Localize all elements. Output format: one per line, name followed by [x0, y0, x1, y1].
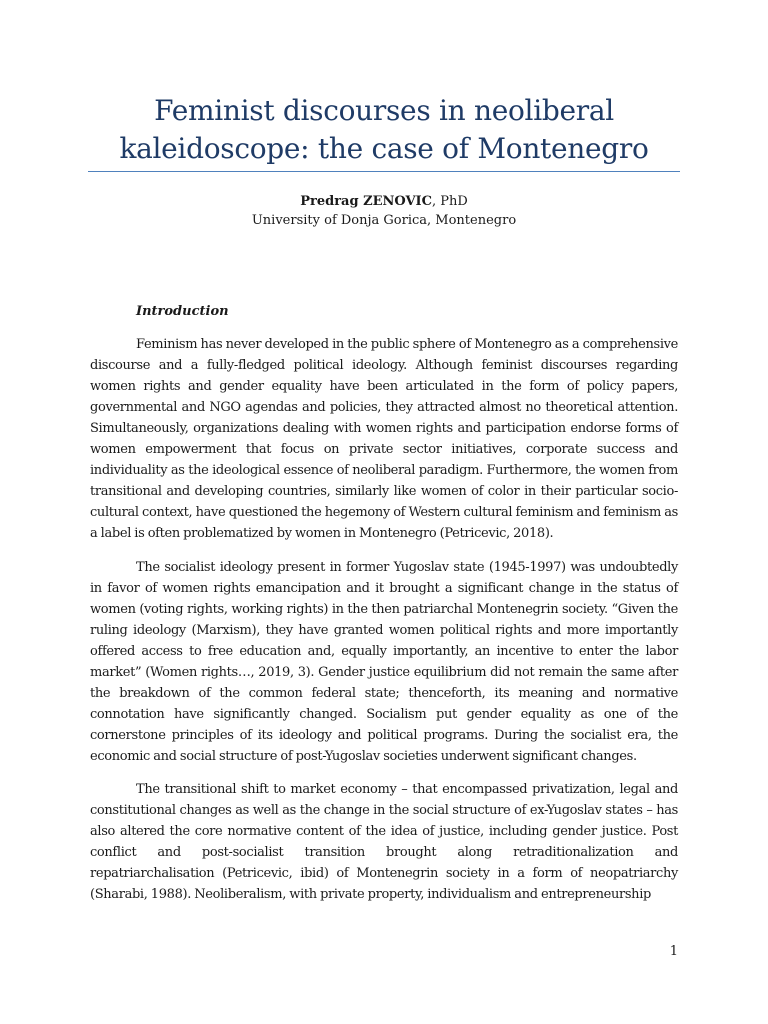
author-line — [88, 192, 680, 212]
section-heading: Introduction — [136, 304, 229, 319]
title-line-1: Feminist discourses in neoliberal — [154, 94, 614, 127]
paper-title — [88, 92, 680, 168]
author-name: Predrag ZENOVIC — [300, 194, 432, 209]
author-degree: , PhD — [431, 194, 468, 209]
page-number: 1 — [669, 944, 678, 959]
paragraph: The transitional shift to market economy – that encompassed privatization, legal and constitutional changes as well as the change in the social structure of ex-Yugoslav states – has also altered the core normative content of the idea of justice, including gender justice. Post conflict and post-socialist transition brought along retraditionalization and repatriarchalisation (Petricevic, ibid) of Montenegrin society in a form of neopatriarchy (Sharabi, 1988). Neoliberalism, with private property, individualism and entrepreneurship — [90, 782, 678, 902]
title-divider — [88, 171, 680, 172]
paragraph: The socialist ideology present in former Yugoslav state (1945-1997) was undoubtedly in favor of women rights emancipation and it brought a significant change in the status of women (voting rights, working rights) in the then patriarchal Montenegrin society. “Given the ruling ideology (Marxism), they have granted women political rights and more importantly offered access to free education and, equally importantly, an incentive to enter the labor market” (Women rights…, 2019, 3). Gender justice equilibrium did not remain the same after the breakdown of the common federal state; thenceforth, its meaning and normative connotation have significantly changed. Socialism put gender equality as one of the cornerstone principles of its ideology and political programs. During the socialist era, the economic and social structure of post-Yugoslav societies underwent significant changes. — [90, 559, 678, 764]
title-line-2: kaleidoscope: the case of Montenegro — [119, 132, 649, 165]
body-text — [90, 334, 678, 918]
paragraph: Feminism has never developed in the public sphere of Montenegro as a comprehensive discourse and a fully-fledged political ideology. Although feminist discourses regarding women rights and gender equality have been articulated in the form of policy papers, governmental and NGO agendas and policies, they attracted almost no theoretical attention. Simultaneously, organizations dealing with women rights and participation endorse forms of women empowerment that focus on private sector initiatives, corporate success and individuality as the ideological essence of neoliberal paradigm. Furthermore, the women from transitional and developing countries, similarly like women of color in their particular socio-cultural context, have questioned the hegemony of Western cultural feminism and feminism as a label is often problematized by women in Montenegro (Petricevic, 2018). — [90, 337, 678, 541]
author-affiliation: University of Donja Gorica, Montenegro — [251, 213, 517, 228]
